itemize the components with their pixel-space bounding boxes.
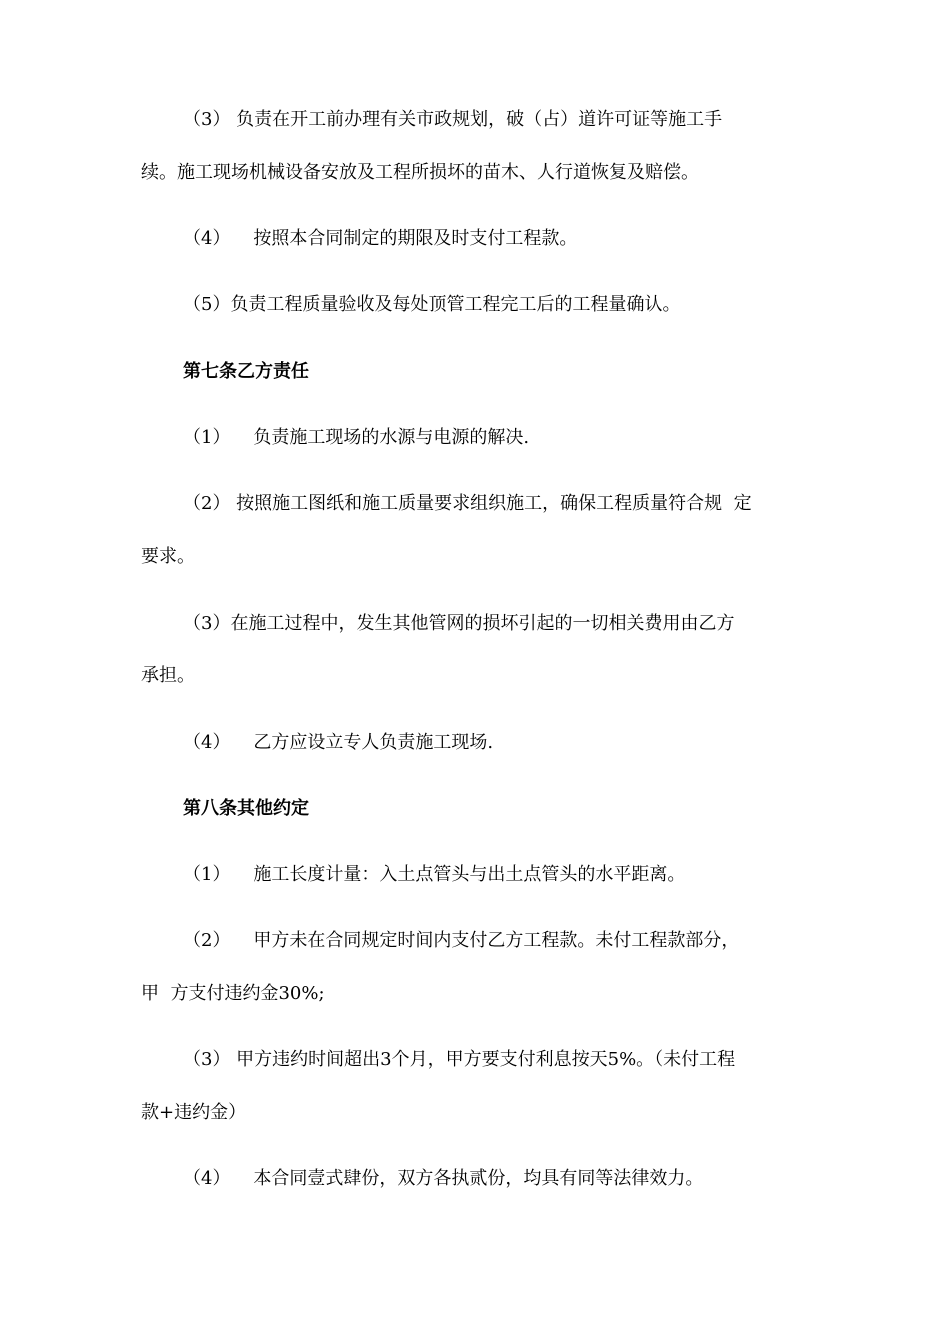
section-8-heading: 第八条其他约定 [183,798,309,819]
clause-8-1: （1） 施工长度计量：入土点管头与出土点管头的水平距离。 [183,864,686,885]
clause-6-3-line-2: 续。施工现场机械设备安放及工程所损坏的苗木、人行道恢复及赔偿。 [141,162,699,183]
clause-7-4: （4） 乙方应设立专人负责施工现场. [183,732,494,753]
clause-6-3-line-1: （3） 负责在开工前办理有关市政规划，破（占）道许可证等施工手 [183,109,723,130]
clause-7-3-line-2: 承担。 [141,665,195,686]
clause-7-3-line-1: （3）在施工过程中，发生其他管网的损坏引起的一切相关费用由乙方 [183,613,735,634]
clause-6-5: （5）负责工程质量验收及每处顶管工程完工后的工程量确认。 [183,294,681,315]
section-7-heading: 第七条乙方责任 [183,361,309,382]
clause-8-2-line-2: 甲 方支付违约金30%; [141,983,325,1004]
clause-7-2-line-1: （2） 按照施工图纸和施工质量要求组织施工，确保工程质量符合规 定 [183,493,752,514]
clause-7-1: （1） 负责施工现场的水源与电源的解决. [183,427,530,448]
clause-8-4: （4） 本合同壹式肆份，双方各执贰份，均具有同等法律效力。 [183,1168,704,1189]
clause-8-3-line-2: 款+违约金） [141,1102,247,1123]
clause-6-4: （4） 按照本合同制定的期限及时支付工程款。 [183,228,578,249]
clause-8-2-line-1: （2） 甲方未在合同规定时间内支付乙方工程款。未付工程款部分， [183,930,740,951]
clause-7-2-line-2: 要求。 [141,546,195,567]
clause-8-3-line-1: （3） 甲方违约时间超出3个月，甲方要支付利息按天5%。（未付工程 [183,1049,736,1070]
